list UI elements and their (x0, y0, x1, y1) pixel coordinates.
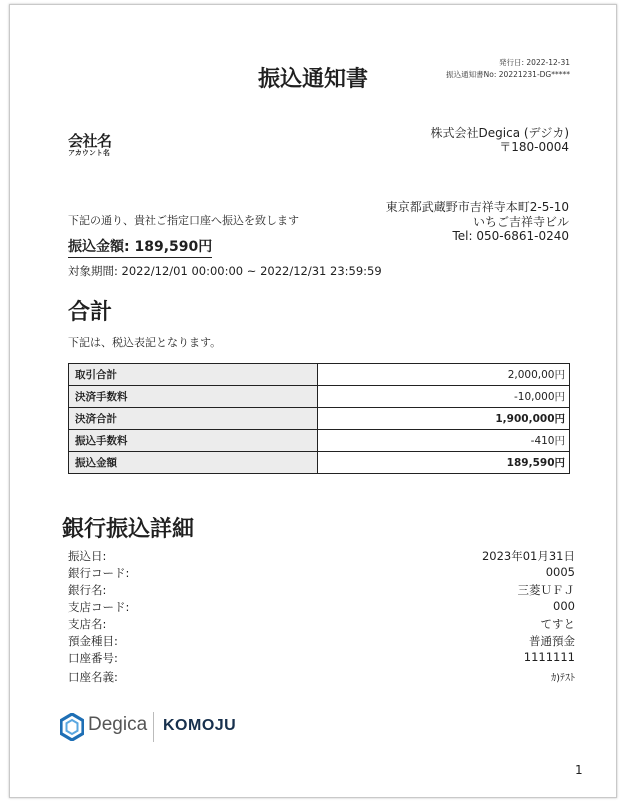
bank-value: 普通預金 (529, 634, 575, 648)
recipient-company: 会社名 (68, 132, 112, 150)
bank-value: 2023年01月31日 (481, 549, 575, 563)
issuer-address-line2: いちご吉祥寺ビル (472, 215, 569, 229)
row-label: 振込金額 (69, 452, 318, 474)
bank-value: 0005 (545, 565, 575, 579)
row-value: -10,000円 (318, 386, 570, 408)
bank-value: ｶ)ﾃｽﾄ (551, 673, 575, 684)
row-label: 取引合計 (69, 364, 318, 386)
company-logos (58, 710, 258, 746)
logo-divider (153, 712, 154, 742)
bank-value: てすと (540, 617, 575, 631)
issue-date: 発行日: 2022-12-31 (499, 58, 570, 67)
row-value: 1,900,000円 (318, 408, 570, 430)
row-value: -410円 (318, 430, 570, 452)
degica-hexagon-icon (60, 713, 84, 741)
row-label: 決済手数料 (69, 386, 318, 408)
notice-number: 振込通知書No: 20221231-DG***** (446, 70, 570, 79)
komoju-logo-text: KOMOJU (163, 717, 237, 734)
bank-label: 振込日: (68, 549, 107, 563)
bank-label: 支店コード: (68, 600, 130, 614)
table-row (69, 364, 570, 386)
table-row (69, 430, 570, 452)
row-label: 振込手数料 (69, 430, 318, 452)
target-period: 対象期間: 2022/12/01 00:00:00 ~ 2022/12/31 23:59:59 (68, 264, 382, 278)
bank-value: 1111111 (523, 650, 575, 664)
bank-label: 銀行コード: (68, 566, 130, 580)
summary-table (68, 363, 570, 474)
bank-label: 口座番号: (68, 651, 118, 665)
summary-heading: 合計 (68, 300, 113, 325)
document-title: 振込通知書 (257, 67, 368, 92)
notice-intro: 下記の通り、貴社ご指定口座へ振込を致します (68, 214, 299, 227)
table-row (69, 452, 570, 474)
table-row (69, 408, 570, 430)
bank-label: 口座名義: (68, 670, 118, 684)
table-row (69, 386, 570, 408)
bank-label: 預金種目: (68, 634, 118, 648)
bank-label: 銀行名: (68, 583, 107, 597)
page-number: 1 (575, 763, 583, 777)
row-label: 決済合計 (69, 408, 318, 430)
issuer-address-line1: 東京都武蔵野市吉祥寺本町2-5-10 (385, 200, 569, 214)
transfer-amount: 振込金額: 189,590円 (68, 236, 212, 258)
bank-value: 000 (553, 599, 575, 613)
degica-logo-text: Degica (88, 714, 148, 735)
issuer-tel: Tel: 050-6861-0240 (452, 229, 569, 243)
bank-heading: 銀行振込詳細 (62, 517, 195, 542)
tax-note: 下記は、税込表記となります。 (68, 336, 222, 349)
row-value: 2,000,00円 (318, 364, 570, 386)
row-value: 189,590円 (318, 452, 570, 474)
issuer-name: 株式会社Degica (デジカ) (430, 126, 569, 140)
recipient-account: アカウント名 (68, 149, 110, 157)
issuer-postal: 〒180-0004 (499, 140, 569, 154)
bank-label: 支店名: (68, 617, 107, 631)
bank-value: 三菱ＵＦＪ (517, 583, 575, 597)
